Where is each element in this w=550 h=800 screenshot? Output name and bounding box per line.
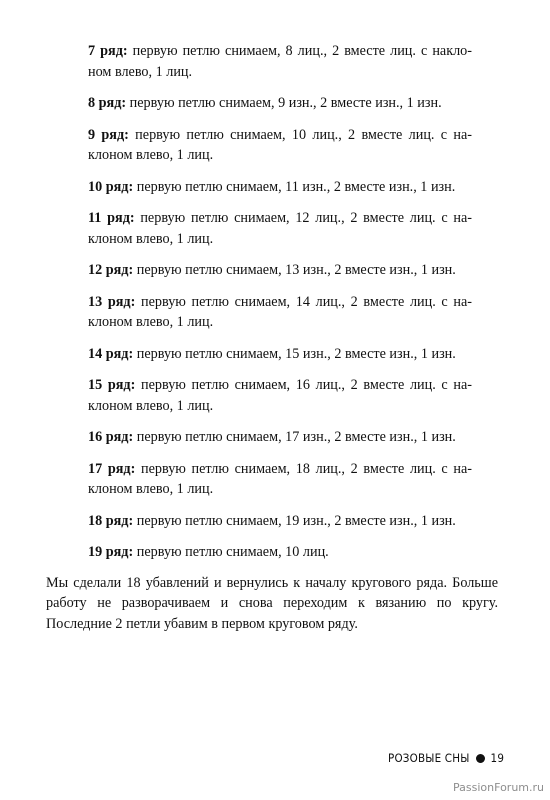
page-number: 19 bbox=[490, 751, 505, 765]
row-text: первую петлю снимаем, 10 лиц., 2 вместе лиц. с наклоном влево, 1 лиц. bbox=[88, 126, 472, 163]
page-content bbox=[0, 41, 550, 648]
row-number: 8 ряд: bbox=[88, 95, 127, 111]
row-number: 17 ряд: bbox=[88, 460, 136, 477]
row-text: первую петлю снимаем, 16 лиц., 2 вместе лиц. с наклоном влево, 1 лиц. bbox=[88, 377, 473, 414]
row-instruction-15 bbox=[88, 375, 472, 416]
row-text: первую петлю снимаем, 14 лиц., 2 вместе лиц. с наклоном влево, 1 лиц. bbox=[88, 293, 473, 330]
book-title: РОЗОВЫЕ СНЫ bbox=[388, 751, 470, 765]
row-instruction-14 bbox=[88, 344, 472, 365]
row-instruction-9 bbox=[88, 125, 472, 166]
row-instruction-17 bbox=[88, 459, 472, 500]
watermark: PassionForum.ru bbox=[453, 781, 544, 794]
row-text: первую петлю снимаем, 15 изн., 2 вместе изн., 1 изн. bbox=[133, 345, 456, 362]
row-text: первую петлю снимаем, 13 изн., 2 вместе изн., 1 изн. bbox=[133, 262, 456, 278]
row-number: 11 ряд: bbox=[88, 210, 135, 226]
row-text: первую петлю снимаем, 9 изн., 2 вместе изн., 1 изн. bbox=[126, 95, 442, 111]
row-instruction-16 bbox=[88, 427, 472, 448]
row-number: 7 ряд: bbox=[88, 43, 128, 59]
row-number: 18 ряд: bbox=[88, 512, 134, 529]
row-instruction-11 bbox=[88, 208, 472, 249]
row-text: первую петлю снимаем, 19 изн., 2 вместе изн., 1 изн. bbox=[133, 512, 456, 529]
page-footer bbox=[388, 751, 504, 765]
row-text: первую петлю снимаем, 17 изн., 2 вместе изн., 1 изн. bbox=[133, 429, 456, 445]
row-number: 19 ряд: bbox=[88, 544, 134, 560]
row-number: 12 ряд: bbox=[88, 262, 134, 278]
row-instruction-19 bbox=[88, 542, 472, 563]
row-number: 14 ряд: bbox=[88, 345, 134, 362]
row-text: первую петлю снимаем, 18 лиц., 2 вместе лиц. с наклоном влево, 1 лиц. bbox=[88, 460, 473, 497]
row-instruction-18 bbox=[88, 511, 472, 532]
row-text: первую петлю снимаем, 10 лиц. bbox=[133, 544, 329, 560]
summary-paragraph: Мы сделали 18 убавлений и вернулись к началу кругового ряда. Больше работу не разворачиваем и снова переходим к вязанию по кругу. Последние 2 петли убавим в первом круговом ряду. bbox=[46, 574, 498, 632]
row-text: первую петлю снимаем, 11 изн., 2 вместе изн., 1 изн. bbox=[133, 178, 456, 195]
row-number: 15 ряд: bbox=[88, 377, 136, 393]
row-instruction-8 bbox=[88, 93, 472, 114]
row-text: первую петлю снимаем, 12 лиц., 2 вместе лиц. с наклоном влево, 1 лиц. bbox=[88, 210, 472, 247]
row-number: 10 ряд: bbox=[88, 178, 134, 195]
row-number: 9 ряд: bbox=[88, 126, 129, 143]
row-number: 13 ряд: bbox=[88, 293, 136, 310]
bullet-dot-icon bbox=[476, 754, 485, 763]
row-text: первую петлю снимаем, 8 лиц., 2 вместе лиц. с наклоном влево, 1 лиц. bbox=[88, 43, 473, 80]
row-instruction-12 bbox=[88, 260, 472, 281]
row-instruction-10 bbox=[88, 177, 472, 198]
row-instruction-7 bbox=[88, 41, 472, 82]
row-instruction-13 bbox=[88, 292, 472, 333]
row-number: 16 ряд: bbox=[88, 429, 134, 445]
